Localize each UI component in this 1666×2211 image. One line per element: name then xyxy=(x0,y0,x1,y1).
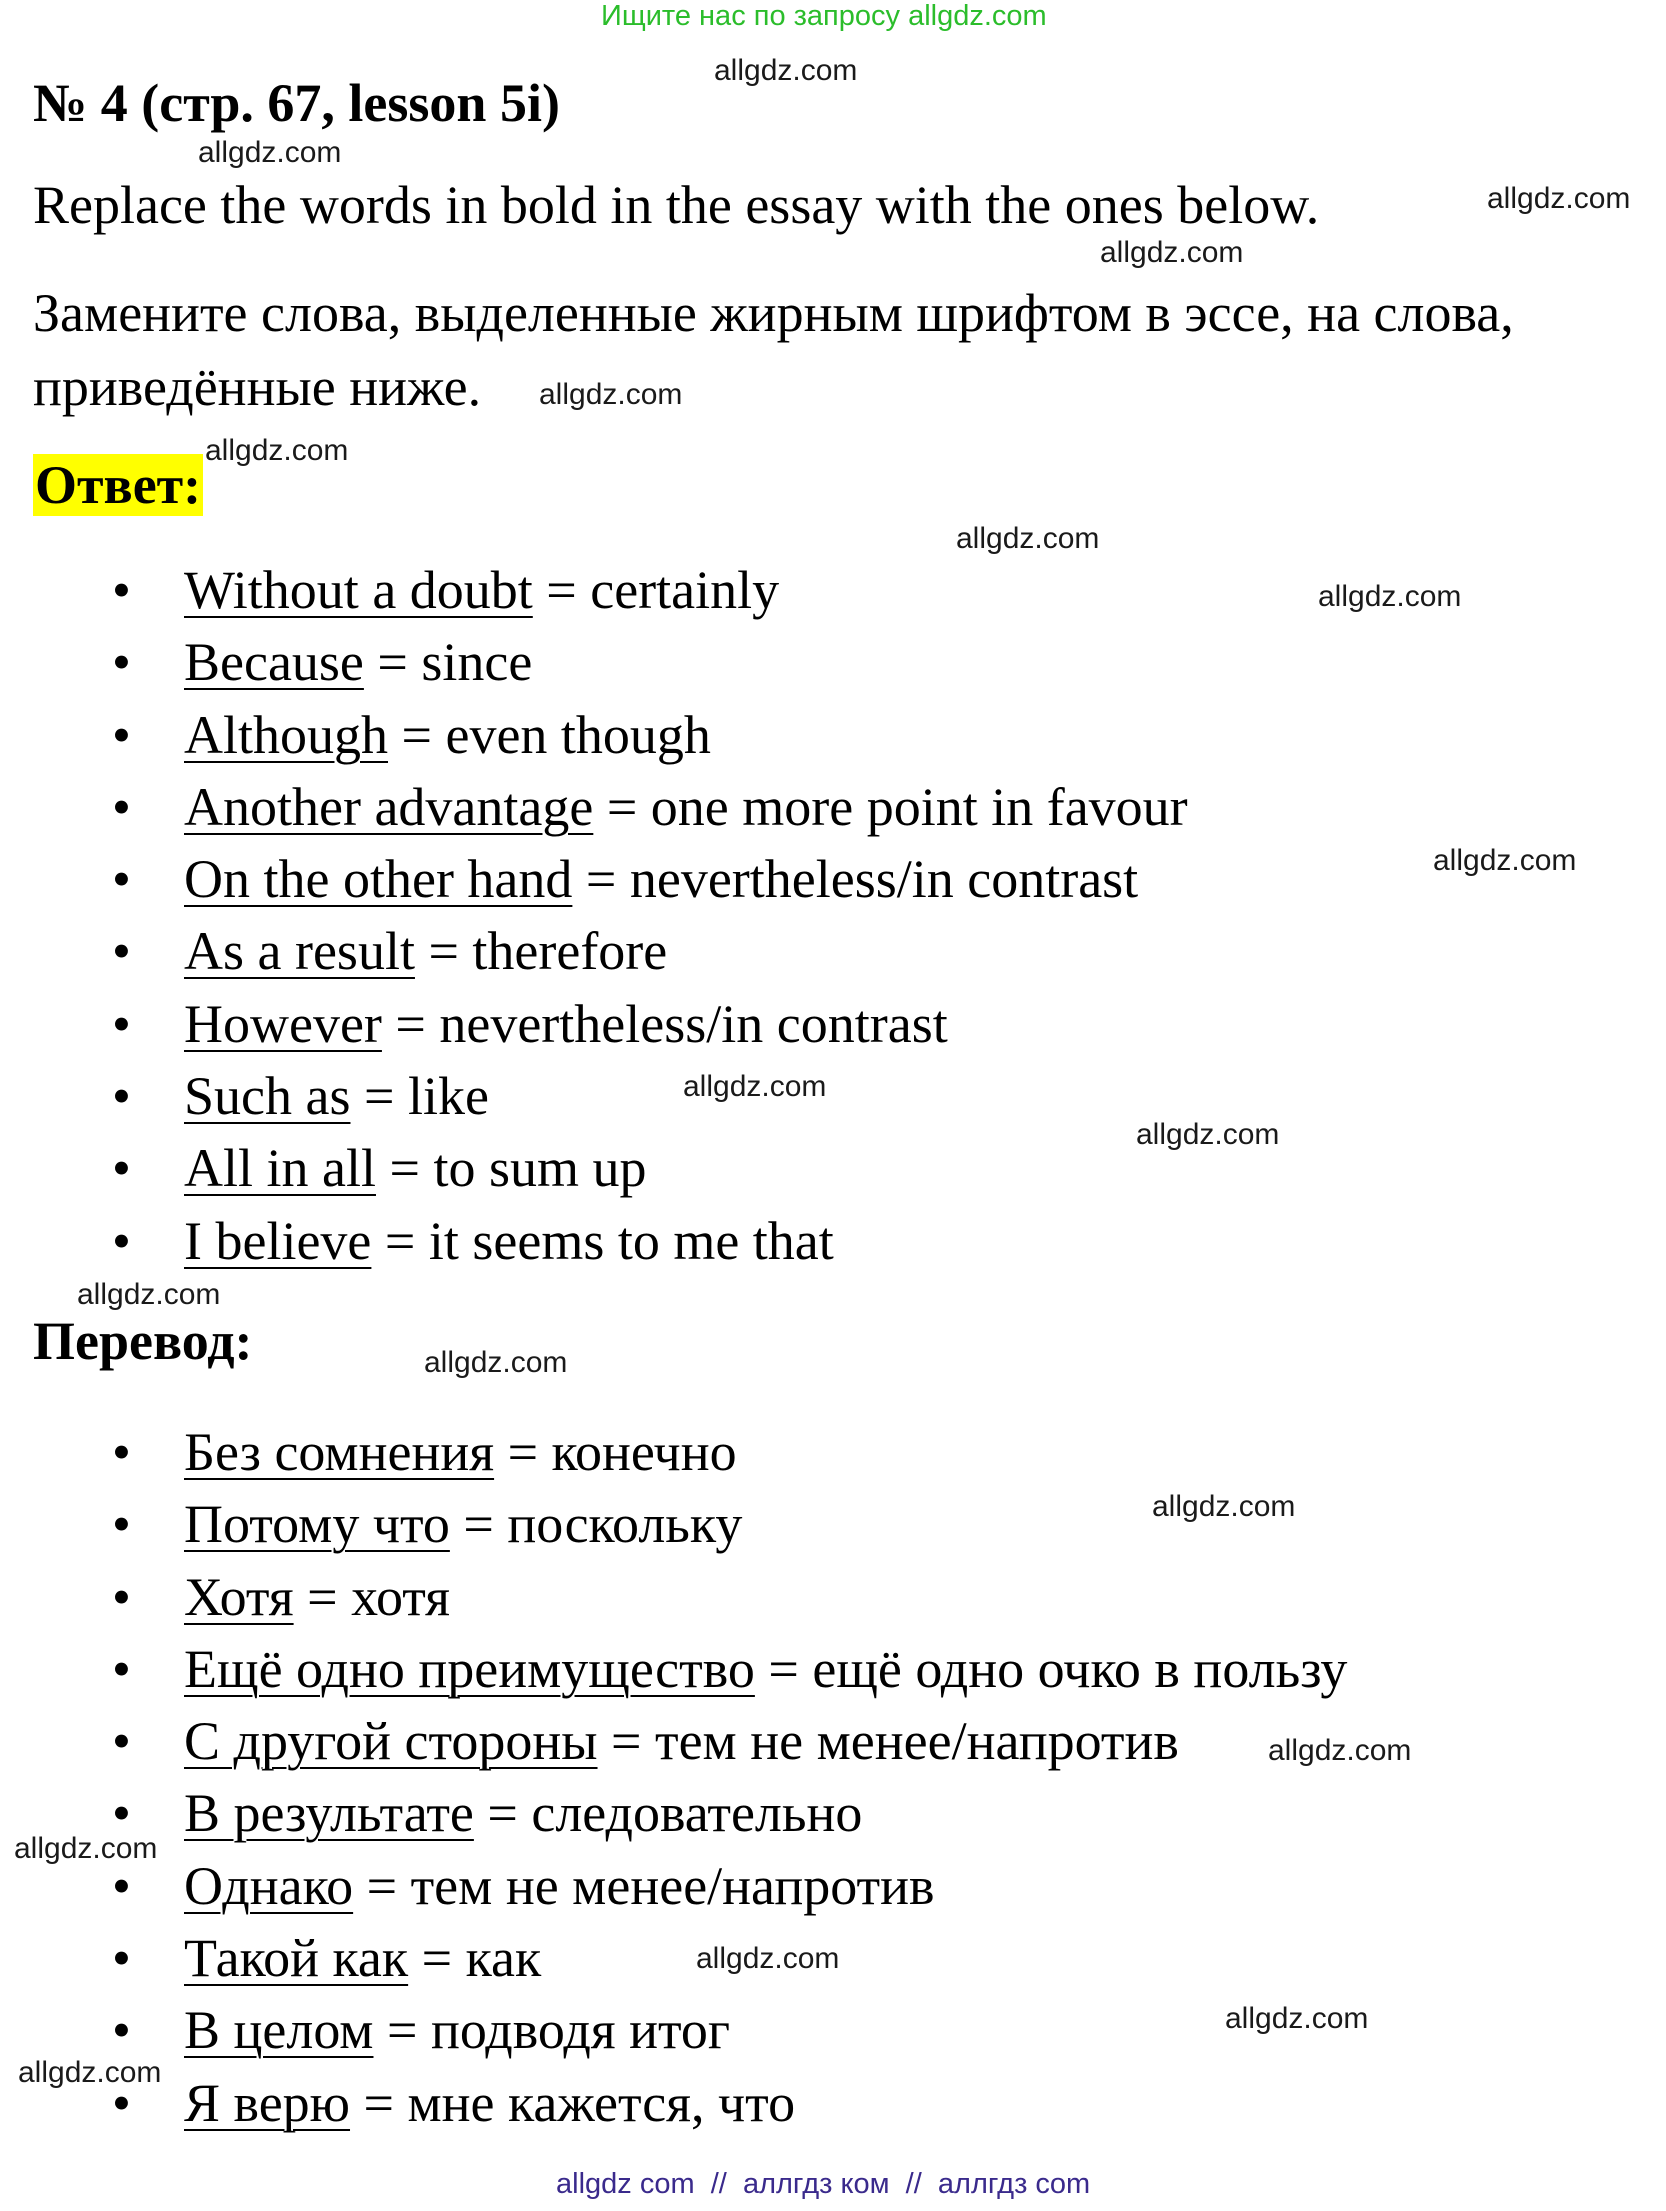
bullet-icon: • xyxy=(112,1566,131,1627)
bullet-icon: • xyxy=(112,1494,131,1555)
watermark: allgdz.com xyxy=(1225,2002,1369,2035)
bullet-icon: • xyxy=(112,1066,131,1127)
phrase-term: I believe xyxy=(184,1210,372,1271)
phrase-term: As a result xyxy=(184,921,415,982)
phrase-term: Such as xyxy=(184,1066,351,1127)
bullet-icon: • xyxy=(112,2072,131,2133)
bullet-icon: • xyxy=(112,632,131,693)
phrase-equivalent: = подводя итог xyxy=(373,2000,731,2061)
bullet-icon: • xyxy=(112,560,131,620)
watermark: allgdz.com xyxy=(1100,236,1244,269)
phrase-term: Without a doubt xyxy=(184,560,533,620)
phrase-equivalent: = следовательно xyxy=(473,1783,863,1844)
phrase-term: Although xyxy=(184,704,389,765)
watermark: allgdz.com xyxy=(1152,1490,1296,1523)
instruction-russian: Замените слова, выделенные жирным шрифтом в эссе, на слова, приведённые ниже. xyxy=(33,283,1514,417)
bullet-icon: • xyxy=(112,993,131,1054)
bullet-icon: • xyxy=(112,849,131,910)
bullet-icon: • xyxy=(112,1210,131,1271)
translation-item xyxy=(0,1416,1347,1488)
watermark: allgdz.com xyxy=(18,2056,162,2089)
translation-item xyxy=(0,1561,1347,1633)
phrase-term: Ещё одно преимущество xyxy=(184,1638,755,1699)
phrase-term: С другой стороны xyxy=(184,1711,598,1772)
bullet-icon: • xyxy=(112,1138,131,1199)
phrase-equivalent: = to sum up xyxy=(375,1138,647,1199)
watermark: allgdz.com xyxy=(696,1942,840,1975)
answer-item xyxy=(0,554,1188,626)
phrase-term: Без сомнения xyxy=(184,1422,495,1482)
phrase-equivalent: = one more point in favour xyxy=(593,776,1188,837)
instruction-english: Replace the words in bold in the essay with the ones below. xyxy=(33,175,1320,235)
watermark: allgdz.com xyxy=(683,1070,827,1103)
phrase-equivalent: = therefore xyxy=(414,921,668,982)
phrase-equivalent: = хотя xyxy=(293,1566,451,1627)
watermark: allgdz.com xyxy=(14,1832,158,1865)
phrase-term: Такой как xyxy=(184,1928,409,1989)
phrase-term: All in all xyxy=(184,1138,376,1199)
bullet-icon: • xyxy=(112,1855,131,1916)
phrase-term: Хотя xyxy=(184,1566,294,1627)
phrase-equivalent: = тем не менее/напротив xyxy=(353,1855,935,1916)
bullet-icon: • xyxy=(112,776,131,837)
phrase-equivalent: = even though xyxy=(388,704,711,765)
watermark: allgdz.com xyxy=(198,136,342,169)
phrase-term: Потому что xyxy=(184,1494,450,1555)
phrase-term: Однако xyxy=(184,1855,354,1916)
bullet-icon: • xyxy=(112,2000,131,2061)
search-banner: Ищите нас по запросу allgdz.com xyxy=(601,0,1047,32)
answer-item xyxy=(0,626,1188,698)
bullet-icon: • xyxy=(112,704,131,765)
answer-item xyxy=(0,771,1188,843)
translation-item xyxy=(0,1488,1347,1560)
watermark: allgdz.com xyxy=(1268,1734,1412,1767)
watermark: allgdz.com xyxy=(539,378,683,411)
phrase-equivalent: = поскольку xyxy=(449,1494,743,1555)
phrase-equivalent: = certainly xyxy=(532,560,780,620)
phrase-equivalent: = nevertheless/in contrast xyxy=(381,993,948,1054)
translation-item xyxy=(0,1633,1347,1705)
phrase-term: В результате xyxy=(184,1783,474,1844)
watermark: allgdz.com xyxy=(1433,844,1577,877)
translation-item xyxy=(0,1777,1347,1849)
watermark: allgdz.com xyxy=(1487,182,1631,215)
answer-item xyxy=(0,915,1188,987)
watermark: allgdz.com xyxy=(956,522,1100,555)
translation-item xyxy=(0,2067,1347,2139)
translation-label: Перевод: xyxy=(33,1311,253,1371)
phrase-term: В целом xyxy=(184,2000,374,2061)
phrase-equivalent: = like xyxy=(350,1066,489,1127)
answer-item xyxy=(0,988,1188,1060)
answer-item xyxy=(0,1060,1188,1132)
bullet-icon: • xyxy=(112,1783,131,1844)
answer-item xyxy=(0,1205,1188,1277)
answer-list xyxy=(0,554,1188,1277)
watermark: allgdz.com xyxy=(714,54,858,87)
watermark: allgdz.com xyxy=(77,1278,221,1311)
translation-item xyxy=(0,1705,1347,1777)
bullet-icon: • xyxy=(112,1422,131,1482)
phrase-term: Я верю xyxy=(184,2072,351,2133)
translation-item xyxy=(0,1922,1347,1994)
answer-item xyxy=(0,1132,1188,1204)
answer-item xyxy=(0,699,1188,771)
phrase-equivalent: = конечно xyxy=(494,1422,737,1482)
bullet-icon: • xyxy=(112,1638,131,1699)
bullet-icon: • xyxy=(112,921,131,982)
watermark: allgdz.com xyxy=(1136,1118,1280,1151)
phrase-term: On the other hand xyxy=(184,849,573,910)
translation-item xyxy=(0,1850,1347,1922)
phrase-equivalent: = nevertheless/in contrast xyxy=(572,849,1139,910)
translation-list xyxy=(0,1416,1347,2139)
phrase-equivalent: = как xyxy=(408,1928,542,1989)
bullet-icon: • xyxy=(112,1928,131,1989)
page-title: № 4 (стр. 67, lesson 5i) xyxy=(33,73,560,133)
phrase-equivalent: = тем не менее/напротив xyxy=(597,1711,1179,1772)
watermark: allgdz.com xyxy=(205,434,349,467)
footer-text: allgdz com // аллгдз ком // аллгдз com xyxy=(556,2168,1091,2200)
watermark: allgdz.com xyxy=(424,1346,568,1379)
answer-item xyxy=(0,843,1188,915)
answer-label: Ответ: xyxy=(35,455,202,515)
phrase-equivalent: = it seems to me that xyxy=(371,1210,834,1271)
bullet-icon: • xyxy=(112,1711,131,1772)
phrase-term: However xyxy=(184,993,382,1054)
phrase-equivalent: = since xyxy=(363,632,533,693)
phrase-term: Because xyxy=(184,632,364,693)
watermark: allgdz.com xyxy=(1318,580,1462,613)
translation-item xyxy=(0,1994,1347,2066)
phrase-term: Another advantage xyxy=(184,776,594,837)
phrase-equivalent: = ещё одно очко в пользу xyxy=(754,1638,1348,1699)
phrase-equivalent: = мне кажется, что xyxy=(350,2072,796,2133)
